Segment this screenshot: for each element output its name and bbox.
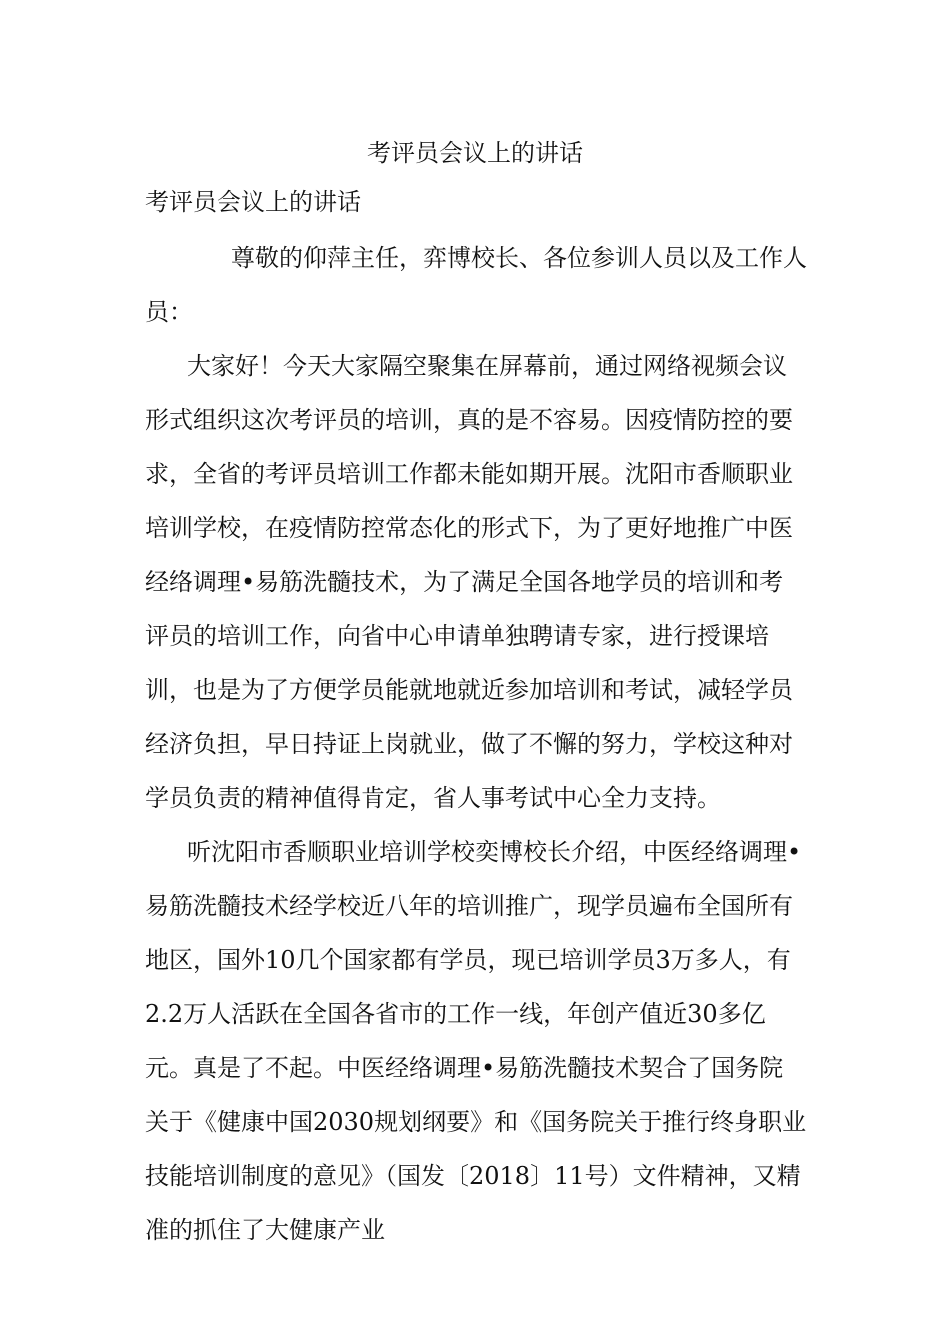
- page-title: 考评员会议上的讲话: [367, 139, 583, 167]
- document-body: [145, 231, 807, 1257]
- document-subtitle: 考评员会议上的讲话: [145, 188, 361, 216]
- paragraph-2: 听沈阳市香顺职业培训学校奕博校长介绍，中医经络调理•易筋洗髓技术经学校近八年的培训推广，现学员遍布全国所有地区，国外10几个国家都有学员，现已培训学员3万多人，有2.2万人活跃在全国各省市的工作一线，年创产值近30多亿元。真是了不起。中医经络调理•易筋洗髓技术契合了国务院关于《健康中国2030规划纲要》和《国务院关于推行终身职业技能培训制度的意见》（国发〔2018〕11号）文件精神，又精准的抓住了大健康产业: [145, 838, 807, 1244]
- salutation: 尊敬的仰萍主任，弈博校长、各位参训人员以及工作人员：: [145, 244, 807, 326]
- paragraph-1: 大家好！今天大家隔空聚集在屏幕前，通过网络视频会议形式组织这次考评员的培训，真的是不容易。因疫情防控的要求，全省的考评员培训工作都未能如期开展。沈阳市香顺职业培训学校，在疫情防控常态化的形式下，为了更好地推广中医经络调理•易筋洗髓技术，为了满足全国各地学员的培训和考评员的培训工作，向省中心申请单独聘请专家，进行授课培训，也是为了方便学员能就地就近参加培训和考试，减轻学员经济负担，早日持证上岗就业，做了不懈的努力，学校这种对学员负责的精神值得肯定，省人事考试中心全力支持。: [145, 352, 793, 812]
